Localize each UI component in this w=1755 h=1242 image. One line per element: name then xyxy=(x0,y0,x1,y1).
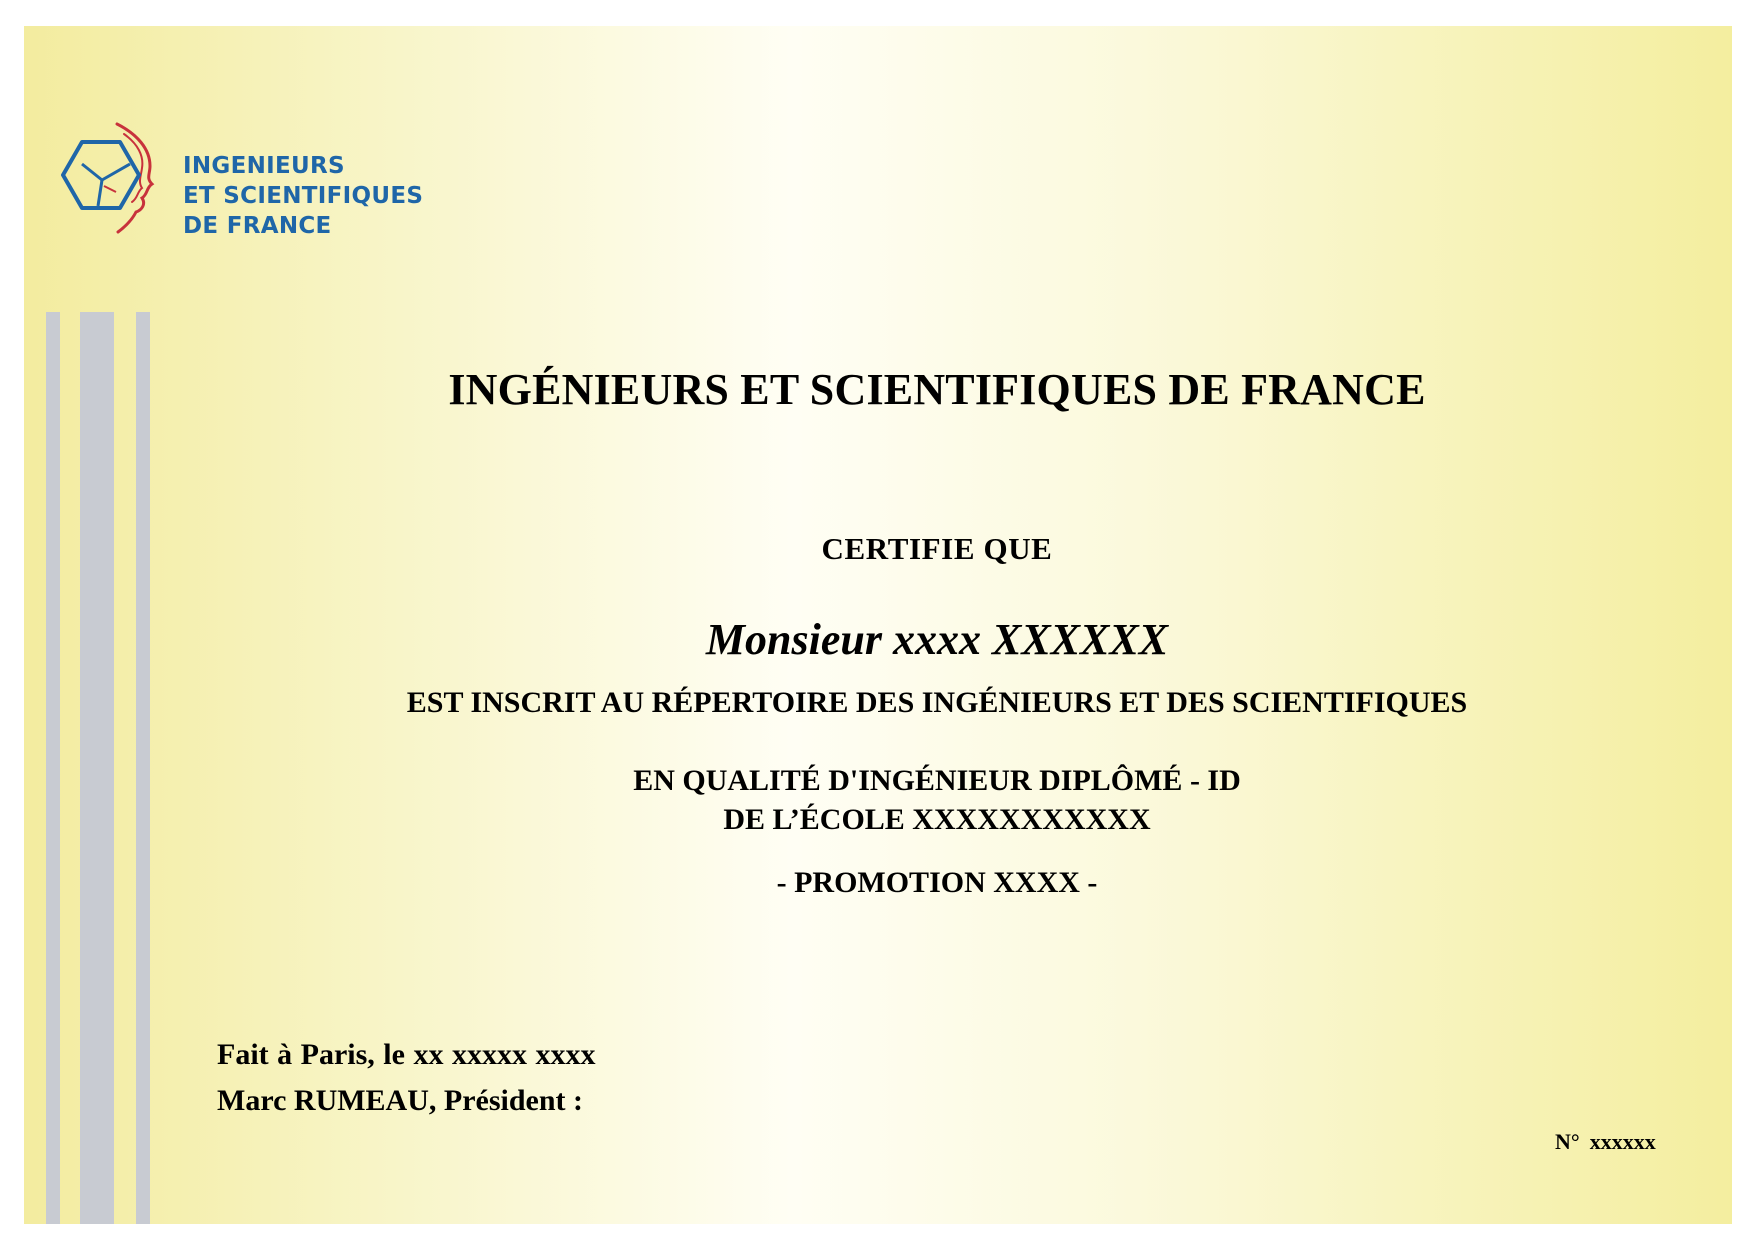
logo-line: DE FRANCE xyxy=(183,213,332,239)
promotion-line: - PROMOTION XXXX - xyxy=(776,866,1098,899)
isf-logo xyxy=(42,104,462,244)
certificate xyxy=(24,26,1732,1224)
certificate-title: INGÉNIEURS ET SCIENTIFIQUES DE FRANCE xyxy=(448,365,1426,414)
number-label: N° xyxy=(1555,1129,1580,1154)
certificate-number xyxy=(1555,1129,1656,1155)
logo-wordmark xyxy=(183,151,423,241)
president-signature-line: Marc RUMEAU, Président : xyxy=(217,1084,584,1117)
place-date-line: Fait à Paris, le xx xxxxx xxxx xyxy=(217,1038,596,1071)
logo-line: ET SCIENTIFIQUES xyxy=(183,183,424,209)
registration-statement: EST INSCRIT AU RÉPERTOIRE DES INGÉNIEURS ET DES SCIENTIFIQUES xyxy=(406,686,1468,719)
qualification-line: EN QUALITÉ D'INGÉNIEUR DIPLÔMÉ - ID xyxy=(633,764,1241,797)
school-line: DE L’ÉCOLE XXXXXXXXXXX xyxy=(723,803,1151,836)
recipient-name: Monsieur xxxx XXXXXX xyxy=(705,615,1169,664)
number-value: xxxxxx xyxy=(1589,1129,1656,1154)
certifie-que-text: CERTIFIE QUE xyxy=(821,531,1053,566)
logo-line: INGENIEURS xyxy=(183,153,345,179)
hexagon-profile-logo-icon xyxy=(42,104,182,244)
